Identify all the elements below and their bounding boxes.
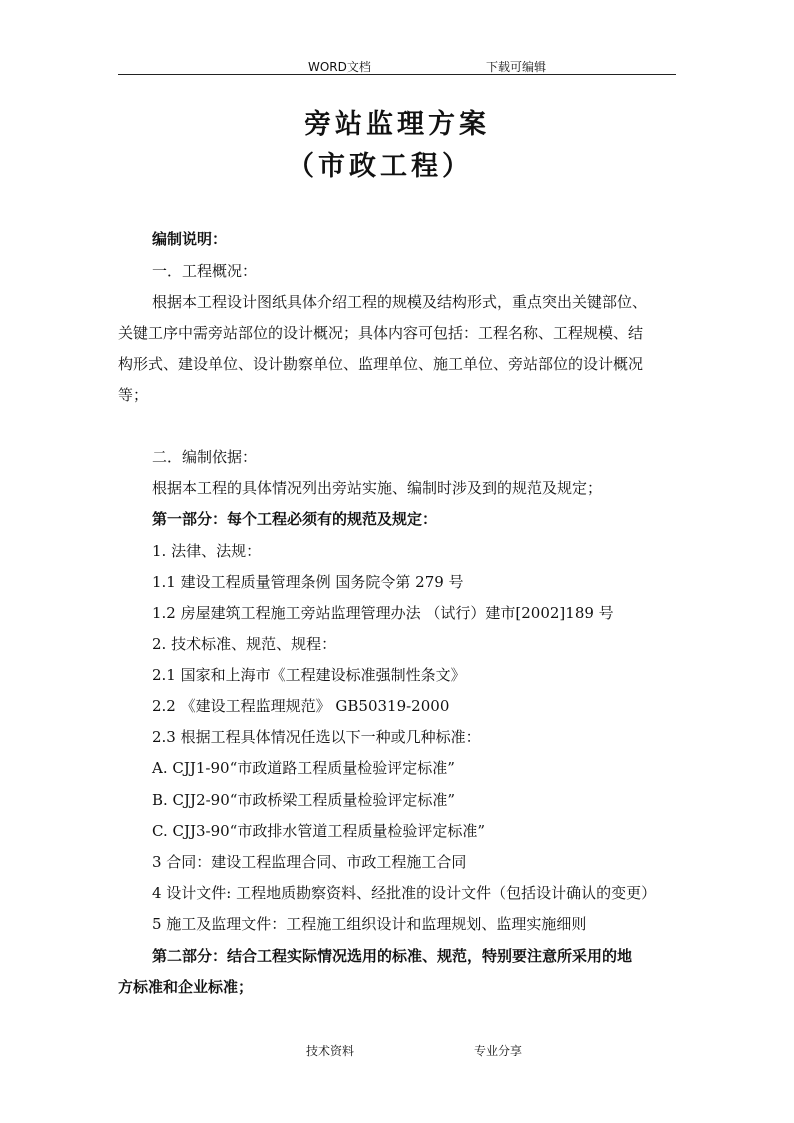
list-item: 2.1 国家和上海市《工程建设标准强制性条文》 (152, 666, 466, 684)
footer-right-text: 专业分享 (474, 1044, 523, 1058)
section1-paragraph-line: 关键工序中需旁站部位的设计概况；具体内容可包括：工程名称、工程规模、结 (118, 324, 644, 342)
list-item: B. CJJ2-90“市政桥梁工程质量检验评定标准” (152, 791, 456, 809)
list-item: 2. 技术标准、规范、规程： (152, 635, 337, 653)
list-item: 5 施工及监理文件：工程施工组织设计和监理规划、监理实施细则 (152, 915, 587, 933)
section1-paragraph-line: 构形式、建设单位、设计勘察单位、监理单位、施工单位、旁站部位的设计概况 (118, 355, 644, 373)
list-item: 3 合同：建设工程监理合同、市政工程施工合同 (152, 853, 467, 871)
header-left-text: WORD文档 (308, 60, 371, 74)
list-item: 2.3 根据工程具体情况任选以下一种或几种标准： (152, 728, 481, 746)
part2-heading-line: 方标准和企业标准； (118, 978, 254, 996)
section1-paragraph-line: 根据本工程设计图纸具体介绍工程的规模及结构形式，重点突出关键部位、 (152, 293, 648, 311)
list-item: 2.2 《建设工程监理规范》 GB50319-2000 (152, 697, 450, 715)
section1-heading: 一．工程概况： (152, 262, 258, 280)
section2-paragraph: 根据本工程的具体情况列出旁站实施、编制时涉及到的规范及规定； (152, 479, 603, 497)
list-item: 1.2 房屋建筑工程施工旁站监理管理办法 （试行）建市[2002]189 号 (152, 604, 614, 622)
list-item: C. CJJ3-90“市政排水管道工程质量检验评定标准” (152, 822, 486, 840)
list-item: 1.1 建设工程质量管理条例 国务院令第 279 号 (152, 573, 464, 591)
list-item: A. CJJ1-90“市政道路工程质量检验评定标准” (152, 759, 455, 777)
footer-left-text: 技术资料 (306, 1044, 355, 1058)
document-subtitle: （市政工程） (287, 151, 473, 182)
list-item: 1. 法律、法规： (152, 542, 262, 560)
document-title: 旁站监理方案 (304, 109, 490, 140)
header-right-text: 下载可编辑 (486, 60, 547, 74)
part2-heading-line: 第二部分：结合工程实际情况选用的标准、规范，特别要注意所采用的地 (152, 947, 633, 965)
section1-paragraph-line: 等； (118, 386, 149, 404)
section2-heading: 二．编制依据： (152, 448, 258, 466)
part1-heading: 第一部分：每个工程必须有的规范及规定： (152, 510, 438, 528)
header-rule (118, 74, 676, 75)
intro-heading: 编制说明： (152, 230, 228, 248)
list-item: 4 设计文件: 工程地质勘察资料、经批准的设计文件（包括设计确认的变更） (152, 884, 657, 902)
